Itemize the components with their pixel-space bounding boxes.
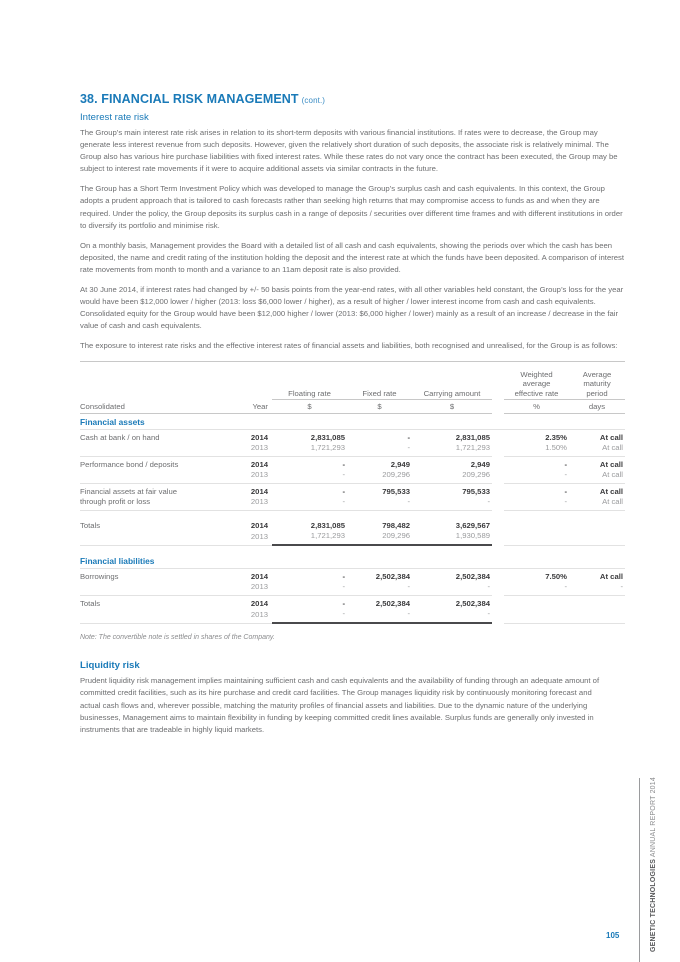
interest-rate-table — [80, 361, 625, 625]
assets-totals-row: Totals 2014 2,831,085 798,482 3,629,567 — [80, 521, 490, 531]
col-header-consolidated: Consolidated — [80, 400, 220, 414]
unit-floating: $ — [272, 400, 347, 414]
col-header-maturity: Average maturity period — [569, 370, 625, 400]
table-note: Note: The convertible note is settled in shares of the Company. — [80, 634, 275, 642]
unit-weighted: % — [504, 400, 569, 414]
paragraph: The Group has a Short Term Investment Policy which was developed to manage the Group’s surplus cash and cash equivalents. In this context, the Group adopts a prudent approach that is tailored to cash forecasts rather than seeking high returns that may compromise access to funds as and when they are required. Under the policy, the Group deposits its surplus cash in a range of deposits / securities over different time frames and with different institutions in order to diversify its portfolio and minimise risk. — [80, 184, 623, 230]
table-units-row — [80, 400, 625, 414]
financial-liabilities-heading: Financial liabilities — [80, 553, 625, 569]
section-title: 38. FINANCIAL RISK MANAGEMENT (cont.) — [80, 92, 326, 106]
financial-assets-heading: Financial assets — [80, 414, 625, 430]
page-number: 105 — [606, 931, 620, 940]
col-header-floating: Floating rate — [272, 370, 347, 400]
interest-rate-risk-heading: Interest rate risk — [80, 112, 149, 123]
col-header-year: Year — [220, 400, 272, 414]
table-top-rule — [80, 361, 625, 370]
paragraph: Prudent liquidity risk management implies maintaining sufficient cash and cash equivalents and the availability of funding through an adequate amount of committed credit facilities, such as its hire purchase and credit card facilities. The Group manages liquidity risk by continuously monitoring forecast and actual cash flows and, wherever possible, matching the maturity profiles of financial assets and liabilities. Due to the dynamic nature of the underlying businesses, Management aims to maintain flexibility in funding by keeping committed credit lines available. Surplus funds are generally only invested in instruments that are tradeable in highly liquid markets. — [80, 676, 600, 734]
paragraph: The exposure to interest rate risks and the effective interest rates of financial assets and liabilities, both recognised and unrealised, for the Group is as follows: — [80, 341, 618, 351]
liabilities-totals-row: 2013 - - - — [80, 609, 625, 623]
paragraph: The Group’s main interest rate risk arises in relation to its short-term deposits with various financial institutions. If rates were to decrease, the Group may generate less interest revenue from such deposits. However, given the relatively short duration of such deposits, the associate risk is relatively minimal. The Group also has various hire purchase liabilities with fixed interest rates. While these rates do not vary once the contract has been executed, the Group may be subject to interest rate movements if it were to acquire additional assets via similar contracts in the future. — [80, 128, 618, 174]
liquidity-risk-heading: Liquidity risk — [80, 660, 140, 672]
paragraph: On a monthly basis, Management provides the Board with a detailed list of all cash and cash equivalents, showing the periods over which the cash has been deposited, the name and credit rating of the institution holding the deposit and the interest rate at which the funds have been deposited. A comparison of interest rate movements from month to month and a variance to an 11am deposit rate is also provided. — [80, 240, 625, 274]
table-header-row — [80, 370, 625, 400]
paragraph: At 30 June 2014, if interest rates had changed by +/- 50 basis points from the year-end rates, with all other variables held constant, the Group’s loss for the year would have been $12,000 lower / higher (2013: loss $6,000 lower / higher), as a result of higher / lower interest income from cash and cash equivalents. Consolidated equity for the Group would have been $12,000 higher / lower (2013: $6,000 higher / lower) mainly as a result of an increase / decrease in the fair value of cash and cash equivalents. — [80, 285, 624, 331]
table-row: Borrowings 2014 - 2,502,384 2,502,384 7.50% At call — [80, 572, 623, 582]
table-row: 2013 - 209,296 209,296 - At call — [80, 470, 625, 484]
unit-carrying: $ — [412, 400, 492, 414]
table-row: Cash at bank / on hand 2014 2,831,085 - 2,831,085 2.35% At call — [80, 433, 623, 443]
section-cont-label: (cont.) — [301, 96, 326, 105]
running-footer: GENETIC TECHNOLOGIES ANNUAL REPORT 2014 — [650, 777, 657, 952]
unit-maturity: days — [569, 400, 625, 414]
table-row: 2013 1,721,293 - 1,721,293 1.50% At call — [80, 443, 625, 457]
liabilities-totals-row: Totals 2014 - 2,502,384 2,502,384 — [80, 599, 490, 609]
unit-fixed: $ — [347, 400, 412, 414]
assets-totals-row: 2013 1,721,293 209,296 1,930,589 — [80, 531, 625, 545]
table-row: Financial assets at fair value 2014 - 795,533 795,533 - At call — [80, 487, 623, 497]
table-row: 2013 - - - - - — [80, 582, 625, 596]
col-header-weighted: Weighted average effective rate — [504, 370, 569, 400]
table-row: through profit or loss 2013 - - - - At call — [80, 497, 625, 511]
page-content — [80, 92, 625, 736]
col-header-fixed: Fixed rate — [347, 370, 412, 400]
col-header-carrying: Carrying amount — [412, 370, 492, 400]
table-row: Performance bond / deposits 2014 - 2,949 2,949 - At call — [80, 460, 623, 470]
side-rule — [639, 778, 640, 962]
